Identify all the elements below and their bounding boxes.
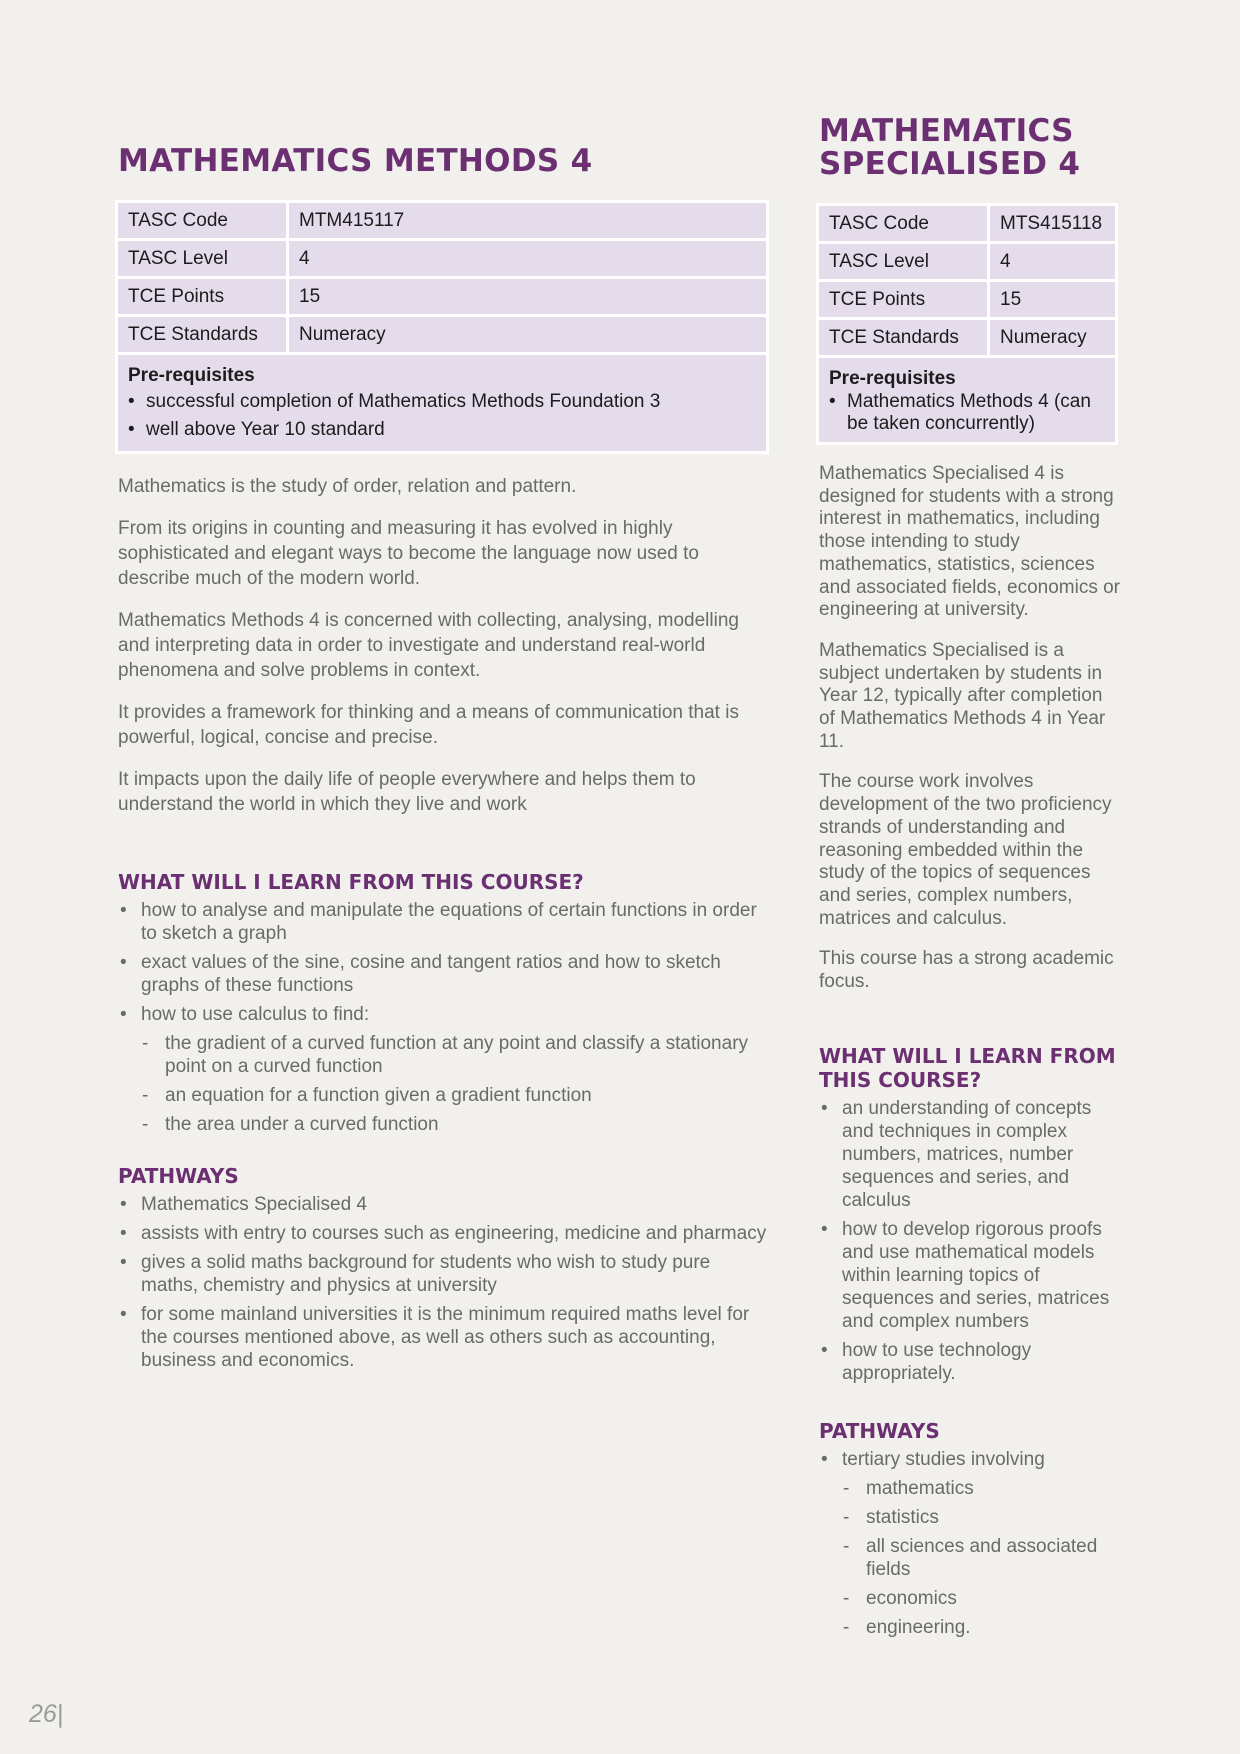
body-paragraph: This course has a strong academic focus. xyxy=(819,948,1114,993)
table-value: Numeracy xyxy=(990,320,1115,355)
table-row xyxy=(118,279,766,314)
table-row xyxy=(819,320,1115,355)
list-item: • how to use calculus to find: xyxy=(118,1003,772,1026)
prerequisites-title: Pre-requisites xyxy=(829,368,956,389)
list-item: • assists with entry to courses such as engineering, medicine and pharmacy xyxy=(118,1222,772,1245)
methods-info-table xyxy=(115,200,769,454)
learn-heading: WHAT WILL I LEARN FROM THIS COURSE? xyxy=(819,1043,1116,1092)
learn-list xyxy=(819,1097,1121,1385)
list-item: • how to analyse and manipulate the equations of certain functions in order to sketch a graph xyxy=(118,899,772,945)
table-row xyxy=(118,317,766,352)
list-item: • an understanding of concepts and techniques in complex numbers, matrices, number sequences and series, and calculus xyxy=(819,1097,1121,1212)
table-value: MTM415117 xyxy=(289,203,766,238)
specialised-info-table xyxy=(816,203,1118,445)
table-row xyxy=(819,206,1115,241)
learn-heading: WHAT WILL I LEARN FROM THIS COURSE? xyxy=(118,870,584,894)
sub-list-item: - an equation for a function given a gradient function xyxy=(118,1084,772,1107)
table-key: TASC Code xyxy=(118,203,286,238)
page-number: 26| xyxy=(29,1700,64,1728)
prerequisite-item: • well above Year 10 standard xyxy=(128,416,756,444)
table-value: 4 xyxy=(990,244,1115,279)
table-value: 15 xyxy=(990,282,1115,317)
table-key: TASC Code xyxy=(819,206,987,241)
table-row xyxy=(118,241,766,276)
body-paragraph: Mathematics Methods 4 is concerned with collecting, analysing, modelling and interpreting data in order to investigate and understand real-world phenomena and solve problems in context. xyxy=(118,610,739,681)
pathways-heading: PATHWAYS xyxy=(118,1164,239,1188)
list-item: • for some mainland universities it is the minimum required maths level for the courses mentioned above, as well as others such as accounting, business and economics. xyxy=(118,1303,772,1372)
table-value: MTS415118 xyxy=(990,206,1115,241)
table-key: TASC Level xyxy=(118,241,286,276)
body-paragraph: From its origins in counting and measuring it has evolved in highly sophisticated and elegant ways to become the language now used to describe much of the modern world. xyxy=(118,518,699,589)
prerequisite-item: • successful completion of Mathematics Methods Foundation 3 xyxy=(128,388,756,416)
table-value: 15 xyxy=(289,279,766,314)
table-row xyxy=(819,282,1115,317)
list-item: • tertiary studies involving xyxy=(819,1448,1121,1471)
table-key: TASC Level xyxy=(819,244,987,279)
pathways-heading: PATHWAYS xyxy=(819,1418,940,1443)
prerequisites-row xyxy=(819,358,1115,442)
list-item: • exact values of the sine, cosine and tangent ratios and how to sketch graphs of these functions xyxy=(118,951,772,997)
list-item: • how to use technology appropriately. xyxy=(819,1339,1121,1385)
list-item: • gives a solid maths background for students who wish to study pure maths, chemistry and physics at university xyxy=(118,1251,772,1297)
prerequisite-item: • Mathematics Methods 4 (can be taken concurrently) xyxy=(829,391,1105,435)
list-item: • how to develop rigorous proofs and use mathematical models within learning topics of sequences and series, matrices and complex numbers xyxy=(819,1218,1121,1333)
sub-list-item: - all sciences and associated fields xyxy=(819,1535,1121,1581)
methods-title: MATHEMATICS METHODS 4 xyxy=(118,143,593,179)
table-key: TCE Points xyxy=(118,279,286,314)
prerequisites-cell xyxy=(118,355,766,451)
table-key: TCE Points xyxy=(819,282,987,317)
list-item: • Mathematics Specialised 4 xyxy=(118,1193,772,1216)
prerequisites-cell xyxy=(819,358,1115,442)
table-key: TCE Standards xyxy=(819,320,987,355)
table-value: 4 xyxy=(289,241,766,276)
pathways-list xyxy=(118,1193,772,1372)
body-paragraph: It provides a framework for thinking and a means of communication that is powerful, logical, concise and precise. xyxy=(118,702,739,748)
body-paragraph: It impacts upon the daily life of people everywhere and helps them to understand the world in which they live and work xyxy=(118,769,696,815)
title-line: SPECIALISED 4 xyxy=(819,146,1081,182)
table-row xyxy=(118,203,766,238)
prerequisites-row xyxy=(118,355,766,451)
body-paragraph: Mathematics Specialised is a subject undertaken by students in Year 12, typically after completion of Mathematics Methods 4 in Year 11. xyxy=(819,639,1106,752)
sub-list-item: - the area under a curved function xyxy=(118,1113,772,1136)
sub-list-item: - economics xyxy=(819,1587,1121,1610)
title-line: MATHEMATICS xyxy=(819,113,1074,149)
specialised-title xyxy=(819,115,1121,181)
learn-list xyxy=(118,899,772,1136)
pathways-list xyxy=(819,1448,1121,1639)
prerequisites-title: Pre-requisites xyxy=(128,365,255,386)
sub-list-item: - the gradient of a curved function at any point and classify a stationary point on a curved function xyxy=(118,1032,772,1078)
body-paragraph: The course work involves development of the two proficiency strands of understanding and reasoning embedded within the study of the topics of sequences and series, complex numbers, matrices and calculus. xyxy=(819,771,1112,929)
table-key: TCE Standards xyxy=(118,317,286,352)
body-paragraph: Mathematics is the study of order, relation and pattern. xyxy=(118,476,577,497)
body-paragraph: Mathematics Specialised 4 is designed for students with a strong interest in mathematics, including those intending to study mathematics, statistics, sciences and associated fields, economics or engineering at university. xyxy=(819,463,1120,621)
sub-list-item: - statistics xyxy=(819,1506,1121,1529)
table-value: Numeracy xyxy=(289,317,766,352)
specialised-column xyxy=(819,115,1121,1645)
table-row xyxy=(819,244,1115,279)
methods-column xyxy=(118,145,772,1378)
sub-list-item: - mathematics xyxy=(819,1477,1121,1500)
sub-list-item: - engineering. xyxy=(819,1616,1121,1639)
